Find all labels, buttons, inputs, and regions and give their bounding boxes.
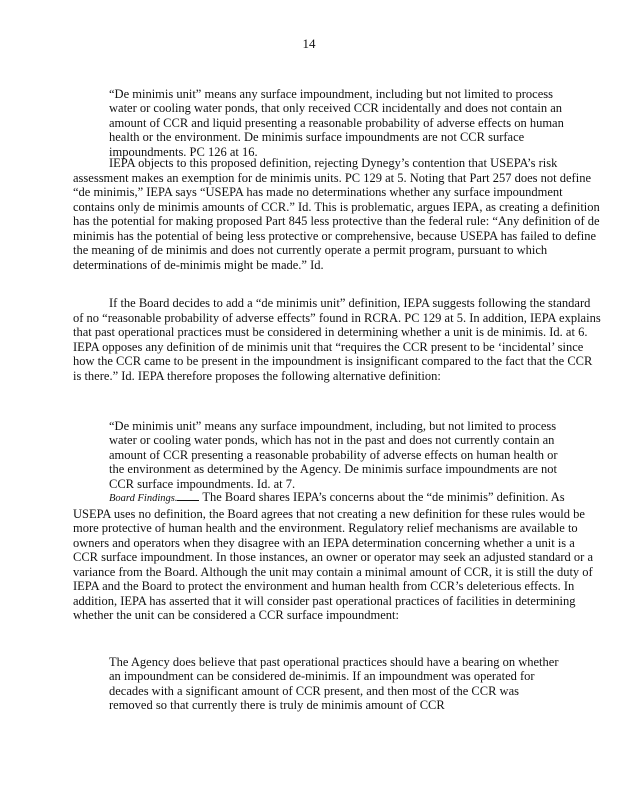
paragraph-iepa-objection bbox=[73, 156, 601, 272]
board-findings-label: Board Findings. bbox=[109, 493, 178, 504]
page-number: 14 bbox=[302, 36, 316, 51]
paragraph-iepa-suggestion bbox=[73, 296, 601, 383]
quote-text: The Agency does believe that past operational practices should have a bearing on whether an impoundment can be considered de-minimis. If an impoundment was operated for decades with a significant amount of CCR present, and then most of the CCR was removed so that currently there is truly de minimis amount of CCR bbox=[109, 654, 559, 712]
paragraph-text bbox=[73, 490, 601, 623]
quote-text: “De minimis unit” means any surface impoundment, including, but not limited to process water or cooling water ponds, which has not in the past and does not currently contain an amount of CCR presenting a reasonable probability of adverse effects on human health or the environment as determined by the Agency. De minimis surface impoundments are not CCR surface impoundments. Id. at 7. bbox=[109, 418, 558, 491]
board-findings-text: The Board shares IEPA’s concerns about the “de minimis” definition. As USEPA uses no definition, the Board agrees that not creating a new definition for these rules would be more protective of human health and the environment. Regulatory relief mechanisms are available to owners and operators when they disagree with an IEPA determination concerning whether a unit is a CCR surface impoundment. In those instances, an owner or operator may seek an adjusted standard or a variance from the Board. Although the unit may contain a minimal amount of CCR, it is still the duty of IEPA and the Board to protect the environment and human health from CCR’s deleterious effects. In addition, IEPA has asserted that it will consider past operational practices of facilities in determining whether the unit can be considered a CCR surface impoundment: bbox=[73, 490, 593, 622]
paragraph-board-findings bbox=[73, 490, 601, 623]
paragraph-text: IEPA objects to this proposed definition, rejecting Dynegy’s contention that USEPA’s risk assessment makes an exemption for de minimis units. PC 129 at 5. Noting that Part 257 does not define “de minimis,” IEPA says “USEPA has made no determinations whether any surface impoundment contains only de minimis amounts of CCR.” Id. This is problematic, argues IEPA, as creating a definition has the potential for making proposed Part 845 less protective than the federal rule: “Any definition of de minimis has the potential of being less protective or comprehensive, because USEPA has failed to define the meaning of de minimis and does not currently operate a permit program, pursuant to which determinations of de-minimis might be made.” Id. bbox=[73, 156, 600, 272]
quote-text: “De minimis unit” means any surface impoundment, including but not limited to process water or cooling water ponds, that only received CCR incidentally and does not contain an amount of CCR and liquid presenting a reasonable probability of adverse effects on human health or the environment. De minimis surface impoundments are not CCR surface impoundments. PC 126 at 16. bbox=[109, 86, 564, 159]
block-quote-iepa-definition bbox=[109, 406, 565, 504]
findings-rule bbox=[177, 490, 199, 501]
paragraph-text: If the Board decides to add a “de minimis unit” definition, IEPA suggests following the standard of no “reasonable probability of adverse effects” found in RCRA. PC 129 at 5. In addition, IEPA explains that past operational practices must be considered in determining whether a unit is de minimis. Id. at 6. IEPA opposes any definition of de minimis unit that “requires the CCR present to be ‘incidental’ since how the CCR came to be present in the impoundment is insignificant compared to the fact that the CCR is there.” Id. IEPA therefore proposes the following alternative definition: bbox=[73, 296, 601, 383]
block-quote-agency-belief bbox=[109, 642, 565, 725]
